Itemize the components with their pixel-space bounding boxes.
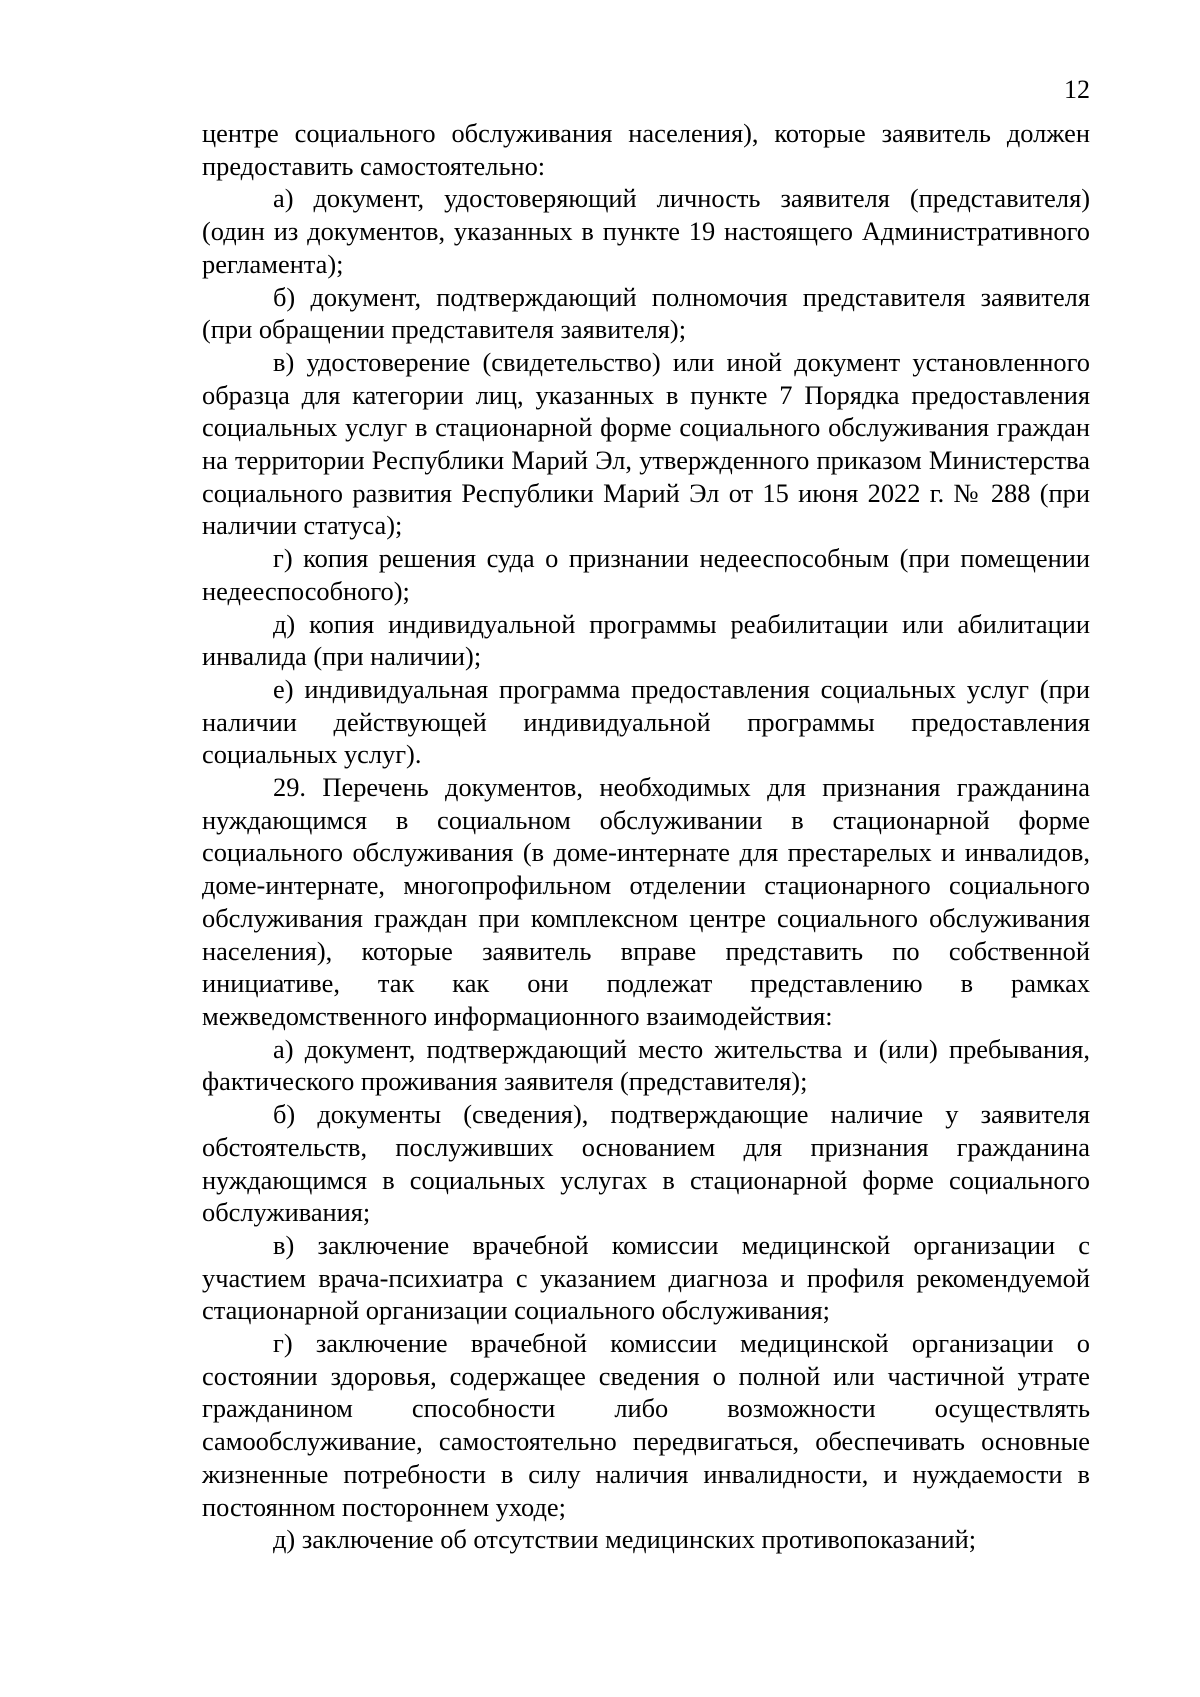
paragraph-item-e-social-services-program: е) индивидуальная программа предоставления социальных услуг (при наличии действующей индивидуальной программы предоставления социальных услуг).	[202, 673, 1090, 770]
paragraph-continuation: центре социального обслуживания населения), которые заявитель должен предоставить самостоятельно:	[202, 118, 1090, 181]
paragraph-clause-29-item-b: б) документы (сведения), подтверждающие наличие у заявителя обстоятельств, послуживших основанием для признания гражданина нуждающимся в социальных услугах в стационарной форме социального обслуживания;	[202, 1099, 1090, 1228]
page-number: 12	[1064, 75, 1090, 104]
paragraph-item-v-certificate: в) удостоверение (свидетельство) или иной документ установленного образца для категории лиц, указанных в пункте 7 Порядка предоставления социальных услуг в стационарной форме социального обслуживания граждан на территории Республики Марий Эл, утвержденного приказом Министерства социального развития Республики Марий Эл от 15 июня 2022 г. № 288 (при наличии статуса);	[202, 346, 1090, 541]
paragraph-item-a-identity-document: а) документ, удостоверяющий личность заявителя (представителя) (один из документов, указанных в пункте 19 настоящего Административного регламента);	[202, 183, 1090, 279]
paragraph-item-g-court-decision: г) копия решения суда о признании недееспособным (при помещении недееспособного);	[202, 543, 1090, 606]
document-body	[202, 117, 1090, 1556]
paragraph-clause-29-item-a: а) документ, подтверждающий место жительства и (или) пребывания, фактического проживания заявителя (представителя);	[202, 1033, 1090, 1097]
paragraph-clause-29-item-g: г) заключение врачебной комиссии медицинской организации о состоянии здоровья, содержащее сведения о полной или частичной утрате гражданином способности либо возможности осуществлять самообслуживание, самостоятельно передвигаться, обеспечивать основные жизненные потребности в силу наличия инвалидности, и нуждаемости в постоянном постороннем уходе;	[202, 1328, 1090, 1522]
paragraph-clause-29-item-d: д) заключение об отсутствии медицинских противопоказаний;	[273, 1524, 977, 1555]
paragraph-clause-29: 29. Перечень документов, необходимых для признания гражданина нуждающимся в социальном обслуживании в стационарной форме социального обслуживания (в доме-интернате для престарелых и инвалидов, доме-интернате, многопрофильном отделении стационарного социального обслуживания граждан при комплексном центре социального обслуживания населения), которые заявитель вправе представить по собственной инициативе, так как они подлежат представлению в рамках межведомственного информационного взаимодействия:	[202, 772, 1090, 1031]
paragraph-item-d-rehabilitation-program: д) копия индивидуальной программы реабилитации или абилитации инвалида (при наличии);	[202, 608, 1090, 672]
paragraph-item-b-authority-document: б) документ, подтверждающий полномочия представителя заявителя (при обращении представителя заявителя);	[202, 281, 1090, 345]
paragraph-clause-29-item-v: в) заключение врачебной комиссии медицинской организации с участием врача-психиатра с указанием диагноза и профиля рекомендуемой стационарной организации социального обслуживания;	[202, 1229, 1090, 1326]
